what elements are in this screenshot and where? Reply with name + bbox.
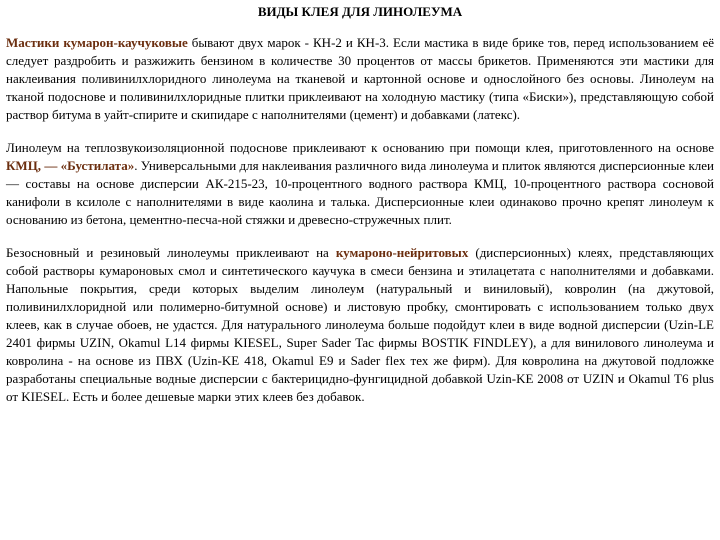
highlight-term-mastics: Мастики кумарон-каучуковые [6, 35, 188, 50]
paragraph-text-after: . Универсальными для наклеивания различного вида линолеума и плиток являются дисперсионные клеи — составы на основе дисперсии АК-215-23, 10-процентного водного раствора КМЦ, 10-процентного раствора сосновой канифоли в ксилоле с наполнителями в виде каолина и талька. Дисперсионные клеи одинаково прочно крепят линолеум к основанию из бетона, цементно-песча-ной стяжки и древесно-стружечных плит. [6, 158, 715, 227]
paragraph-kmc [6, 139, 714, 229]
paragraph-text-before: Линолеум на теплозвукоизоляционной подоснове приклеивают к основанию при помощи клея, приготовленного на основе [6, 140, 714, 155]
paragraph-text: бывают двух марок - КН-2 и КН-3. Если мастика в виде брике тов, перед использованием её следует раздробить и разжижить бензином в количестве 30 процентов от массы брикетов. Применяются эти мастики для наклеивания поливинилхлоридного линолеума на тканевой и картонной основе и однослойного без основы. Линолеум на тканой подосновe и поливинилхлоридные плитки приклеивают на холодную мастику (типа «Биски»), представляющую собой раствор битума в уайт-спирите и скипидаре с наполнителями (цемент) и добавками (латекс). [6, 35, 714, 122]
highlight-term-kmc: КМЦ, — «Бустилата» [6, 158, 135, 173]
paragraph-text-before: Безосновный и резиновый линолеумы приклеивают на [6, 245, 336, 260]
paragraph-coumarone-neoprene [6, 244, 714, 406]
paragraph-mastics [6, 34, 714, 124]
document-title: ВИДЫ КЛЕЯ ДЛЯ ЛИНОЛЕУМА [257, 4, 463, 19]
highlight-term-coumarone: кумароно-нейритовых [335, 245, 469, 260]
paragraph-text-after: (дисперсионных) клеях, представляющих собой растворы кумароновых смол и синтетического каучука в смеси бензина и этилацетата с наполнителями и добавками. Напольные покрытия, среди которых выделим линолеум (натуральный и виниловый), ковролин (на джутовой, поливинилхлоридной или полимерно-битумной основе) и листовую пробку, смонтировать с использованием только двух клеев, как в случае обоев, не удастся. Для натурального линолеума больше подойдут клеи в виде водной дисперсии (Uzin-LE 2401 фирмы UZIN, Okamul L14 фирмы KIESEL, Super Sader Tac фирмы BOSTIK FINDLEY), а для винилового линолеума и ковролина - на основе из ПВХ (Uzin-KE 418, Okamul E9 и Sader flex тех же фирм). Для ковролина на джутовой подложке разработаны специальные водные дисперсии с бактерицидно-фунгицидной добавкой Uzin-KE 2008 от UZIN и Okamul T6 plus от KIESEL. Есть и более дешевые марки этих клеев без добавок. [6, 245, 714, 404]
